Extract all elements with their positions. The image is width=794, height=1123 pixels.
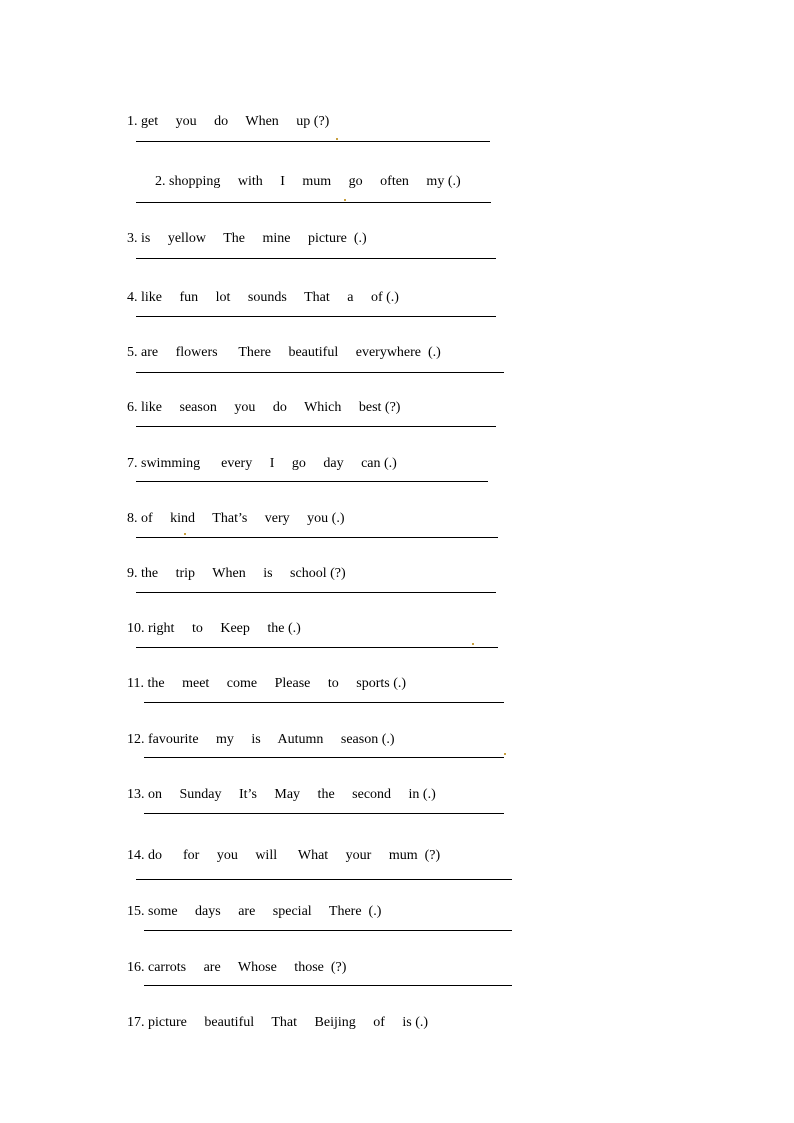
exercise-number: 7. — [127, 456, 138, 471]
answer-line-9[interactable] — [136, 592, 496, 593]
answer-line-1[interactable] — [136, 141, 490, 142]
exercise-7 — [120, 440, 397, 472]
exercise-number: 17. — [127, 1015, 145, 1030]
ink-dot — [184, 533, 186, 535]
answer-line-6[interactable] — [136, 426, 496, 427]
exercise-15 — [120, 888, 381, 920]
exercise-number: 3. — [127, 231, 138, 246]
scrambled-words: right to Keep the (.) — [148, 621, 301, 636]
answer-line-16[interactable] — [144, 985, 512, 986]
exercise-number: 16. — [127, 960, 145, 975]
exercise-12 — [120, 716, 395, 748]
exercise-5 — [120, 329, 441, 361]
exercise-10 — [120, 605, 301, 637]
answer-line-8[interactable] — [136, 537, 498, 538]
scrambled-words: do for you will What your mum (?) — [148, 848, 441, 863]
answer-line-4[interactable] — [136, 316, 496, 317]
scrambled-words: swimming every I go day can (.) — [141, 456, 397, 471]
exercise-number: 15. — [127, 904, 145, 919]
scrambled-words: like season you do Which best (?) — [141, 400, 401, 415]
exercise-number: 1. — [127, 114, 138, 129]
answer-line-12[interactable] — [144, 757, 504, 758]
exercise-number: 14. — [127, 848, 145, 863]
exercise-1 — [120, 98, 329, 130]
exercise-number: 12. — [127, 732, 145, 747]
exercise-number: 13. — [127, 787, 145, 802]
answer-line-13[interactable] — [144, 813, 504, 814]
scrambled-words: some days are special There (.) — [148, 904, 382, 919]
exercise-2 — [148, 158, 461, 190]
answer-line-15[interactable] — [144, 930, 512, 931]
exercise-number: 6. — [127, 400, 138, 415]
scrambled-words: shopping with I mum go often my (.) — [169, 174, 461, 189]
exercise-number: 2. — [155, 174, 166, 189]
scrambled-words: are flowers There beautiful everywhere (.) — [141, 345, 441, 360]
scrambled-words: picture beautiful That Beijing of is (.) — [148, 1015, 429, 1030]
scrambled-words: the meet come Please to sports (.) — [147, 676, 407, 691]
ink-dot — [336, 138, 338, 140]
ink-dot — [472, 643, 474, 645]
exercise-number: 4. — [127, 290, 138, 305]
exercise-4 — [120, 274, 399, 306]
answer-line-3[interactable] — [136, 258, 496, 259]
exercise-14 — [120, 832, 440, 864]
answer-line-11[interactable] — [144, 702, 504, 703]
exercise-13 — [120, 771, 436, 803]
exercise-11 — [120, 660, 406, 692]
exercise-number: 10. — [127, 621, 145, 636]
exercise-17 — [120, 999, 428, 1031]
scrambled-words: favourite my is Autumn season (.) — [148, 732, 395, 747]
ink-dot — [504, 753, 506, 755]
exercise-3 — [120, 215, 367, 247]
scrambled-words: is yellow The mine picture (.) — [141, 231, 367, 246]
scrambled-words: of kind That’s very you (.) — [141, 511, 345, 526]
answer-line-2[interactable] — [136, 202, 491, 203]
exercise-number: 9. — [127, 566, 138, 581]
exercise-number: 8. — [127, 511, 138, 526]
answer-line-14[interactable] — [136, 879, 512, 880]
answer-line-10[interactable] — [136, 647, 498, 648]
exercise-16 — [120, 944, 346, 976]
ink-dot — [344, 199, 346, 201]
exercise-9 — [120, 550, 346, 582]
exercise-6 — [120, 384, 400, 416]
scrambled-words: get you do When up (?) — [141, 114, 330, 129]
scrambled-words: carrots are Whose those (?) — [148, 960, 347, 975]
scrambled-words: like fun lot sounds That a of (.) — [141, 290, 399, 305]
answer-line-7[interactable] — [136, 481, 488, 482]
scrambled-words: the trip When is school (?) — [141, 566, 346, 581]
exercise-number: 11. — [127, 676, 144, 691]
exercise-8 — [120, 495, 345, 527]
answer-line-5[interactable] — [136, 372, 504, 373]
exercise-number: 5. — [127, 345, 138, 360]
scrambled-words: on Sunday It’s May the second in (.) — [148, 787, 436, 802]
